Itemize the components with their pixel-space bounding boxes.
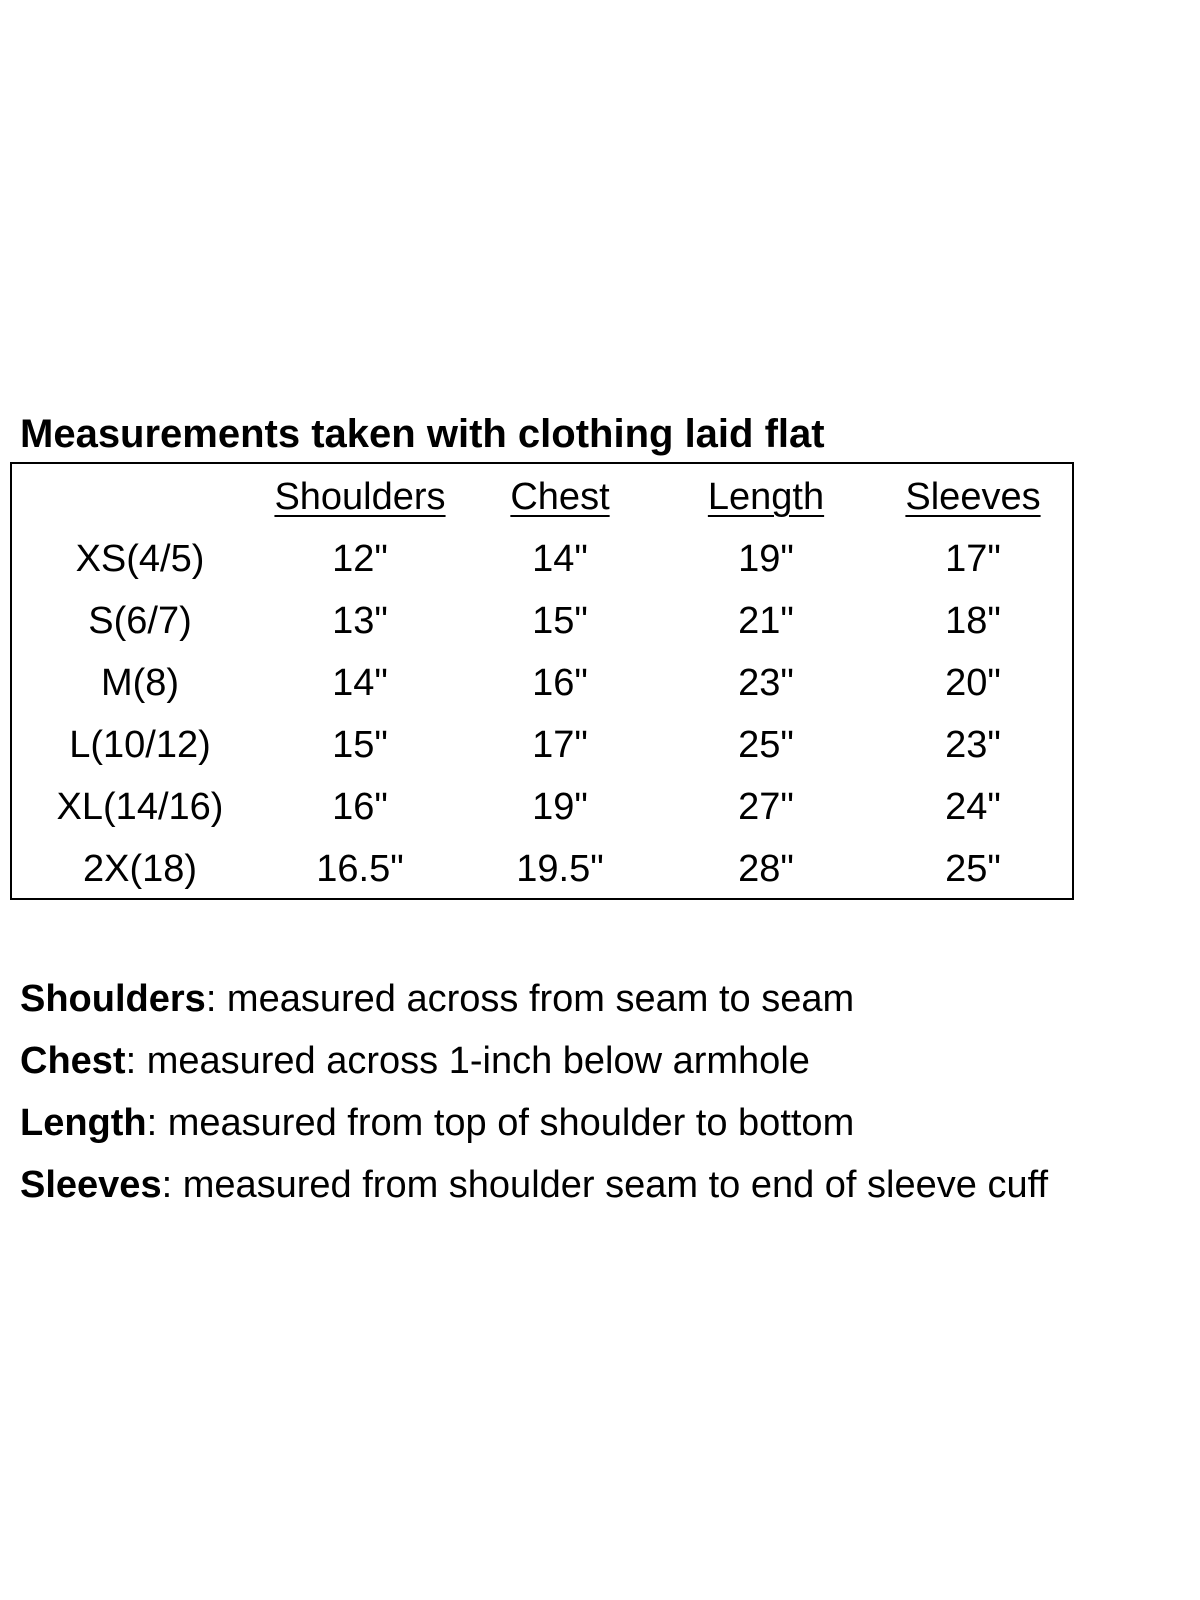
column-header-sleeves: Sleeves [905,476,1041,518]
size-chart-table [10,462,1074,900]
column-header-length: Length [707,476,825,518]
chest-value: 17" [532,724,588,766]
note-chest: Chest: measured across 1-inch below armhole [20,1040,810,1082]
sleeves-value: 20" [945,662,1001,704]
chest-value: 15" [532,600,588,642]
sleeves-value: 18" [945,600,1001,642]
shoulders-value: 13" [332,600,388,642]
measurement-notes [20,968,1048,1216]
sleeves-value: 17" [945,538,1001,580]
length-value: 19" [738,538,794,580]
length-value: 25" [738,724,794,766]
note-sleeves: Sleeves: measured from shoulder seam to end of sleeve cuff [20,1164,1049,1206]
length-value: 28" [738,848,794,890]
sleeves-value: 23" [945,724,1001,766]
length-value: 23" [738,662,794,704]
chest-value: 16" [532,662,588,704]
size-label: M(8) [100,662,180,704]
page-title: Measurements taken with clothing laid flat [20,412,825,456]
shoulders-value: 12" [332,538,388,580]
size-label: S(6/7) [88,600,192,642]
shoulders-value: 14" [332,662,388,704]
length-value: 27" [738,786,794,828]
size-label: L(10/12) [69,724,211,766]
column-header-shoulders: Shoulders [274,476,446,518]
chest-value: 14" [532,538,588,580]
note-length: Length: measured from top of shoulder to bottom [20,1102,855,1144]
chest-value: 19" [532,786,588,828]
size-label: XS(4/5) [75,538,205,580]
column-header-chest: Chest [510,476,610,518]
sleeves-value: 24" [945,786,1001,828]
shoulders-value: 16" [332,786,388,828]
chest-value: 19.5" [516,848,604,890]
sleeves-value: 25" [945,848,1001,890]
size-label: 2X(18) [82,848,198,890]
length-value: 21" [738,600,794,642]
size-label: XL(14/16) [56,786,224,828]
shoulders-value: 15" [332,724,388,766]
shoulders-value: 16.5" [316,848,404,890]
note-shoulders: Shoulders: measured across from seam to seam [20,978,855,1020]
